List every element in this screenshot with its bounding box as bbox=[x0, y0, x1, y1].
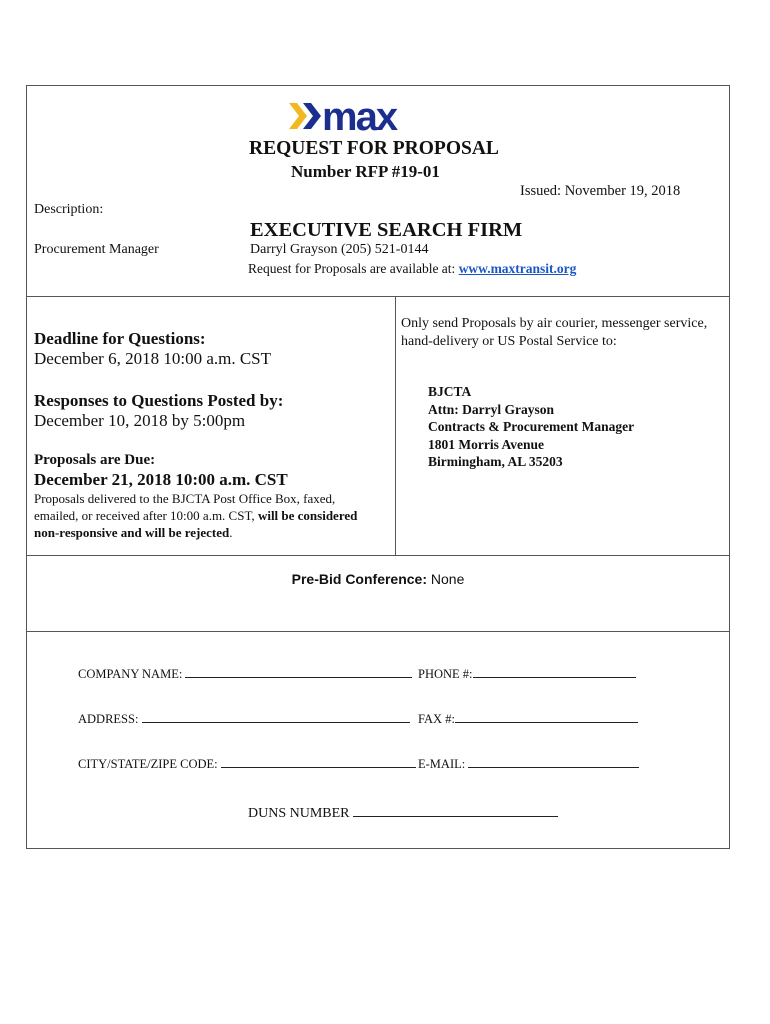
questions-deadline-label: Deadline for Questions: bbox=[34, 329, 206, 348]
prebid-conference bbox=[27, 571, 729, 587]
availability-text: Request for Proposals are available at: bbox=[248, 261, 459, 276]
duns-number-field[interactable] bbox=[248, 805, 558, 822]
delivery-line-2: hand-delivery or US Postal Service to: bbox=[401, 334, 617, 349]
city-state-zip-blank[interactable] bbox=[221, 756, 416, 768]
description-label: Description: bbox=[34, 202, 104, 217]
phone-label: PHONE #: bbox=[418, 667, 473, 681]
divider-top bbox=[27, 296, 729, 297]
divider-bottom bbox=[27, 631, 729, 632]
divider-middle bbox=[27, 555, 729, 556]
description-value: EXECUTIVE SEARCH FIRM bbox=[250, 219, 523, 241]
fax-label: FAX #: bbox=[418, 712, 455, 726]
note-line-2: emailed, or received after 10:00 a.m. CST, will be considered bbox=[34, 508, 358, 523]
late-submission-note bbox=[34, 490, 357, 541]
issued-date: Issued: November 19, 2018 bbox=[520, 183, 681, 199]
logo-chevron-yellow bbox=[289, 103, 307, 129]
delivery-instructions bbox=[401, 315, 707, 351]
responses-posted-label: Responses to Questions Posted by: bbox=[34, 391, 284, 410]
fax-blank[interactable] bbox=[455, 711, 638, 723]
phone-field[interactable] bbox=[418, 666, 636, 682]
procurement-label: Procurement Manager bbox=[34, 242, 159, 257]
divider-vertical bbox=[395, 296, 396, 555]
city-state-zip-label: CITY/STATE/ZIPE CODE: bbox=[78, 757, 221, 771]
prebid-value: None bbox=[427, 571, 465, 587]
company-name-field[interactable] bbox=[78, 666, 412, 682]
proposals-due-label: Proposals are Due: bbox=[34, 452, 156, 468]
phone-blank[interactable] bbox=[473, 666, 636, 678]
address-line: Contracts & Procurement Manager bbox=[428, 419, 635, 434]
address-field[interactable] bbox=[78, 711, 410, 727]
duns-number-label: DUNS NUMBER bbox=[248, 806, 354, 821]
address-line: Attn: Darryl Grayson bbox=[428, 401, 554, 417]
company-name-blank[interactable] bbox=[185, 666, 412, 678]
rfp-number: Number RFP #19-01 bbox=[291, 162, 440, 181]
availability-line bbox=[248, 261, 576, 277]
duns-number-blank[interactable] bbox=[353, 805, 558, 817]
note-line-3: non-responsive and will be rejected. bbox=[34, 525, 233, 540]
address-line: BJCTA bbox=[428, 384, 472, 399]
max-logo bbox=[289, 96, 431, 136]
city-state-zip-field[interactable] bbox=[78, 756, 416, 772]
website-link[interactable]: www.maxtransit.org bbox=[458, 261, 577, 276]
proposals-due-value: December 21, 2018 10:00 a.m. CST bbox=[34, 470, 288, 489]
address-blank[interactable] bbox=[142, 711, 410, 723]
logo-wordmark: max bbox=[322, 96, 397, 136]
page-title: REQUEST FOR PROPOSAL bbox=[249, 138, 499, 159]
address-line: Birmingham, AL 35203 bbox=[428, 454, 563, 469]
fax-field[interactable] bbox=[418, 711, 638, 727]
email-blank[interactable] bbox=[468, 756, 639, 768]
delivery-line-1: Only send Proposals by air courier, messenger service, bbox=[401, 316, 708, 331]
email-field[interactable] bbox=[418, 756, 639, 772]
questions-deadline-value: December 6, 2018 10:00 a.m. CST bbox=[34, 349, 272, 368]
mailing-address bbox=[428, 383, 634, 471]
procurement-contact: Darryl Grayson (205) 521-0144 bbox=[250, 242, 429, 257]
note-line-1: Proposals delivered to the BJCTA Post Office Box, faxed, bbox=[34, 491, 336, 506]
address-label: ADDRESS: bbox=[78, 712, 142, 726]
responses-posted-value: December 10, 2018 by 5:00pm bbox=[34, 411, 246, 430]
prebid-label: Pre-Bid Conference: bbox=[291, 571, 427, 587]
rfp-document bbox=[26, 85, 730, 849]
email-label: E-MAIL: bbox=[418, 757, 469, 771]
address-line: 1801 Morris Avenue bbox=[428, 436, 544, 452]
company-name-label: COMPANY NAME: bbox=[78, 667, 186, 681]
